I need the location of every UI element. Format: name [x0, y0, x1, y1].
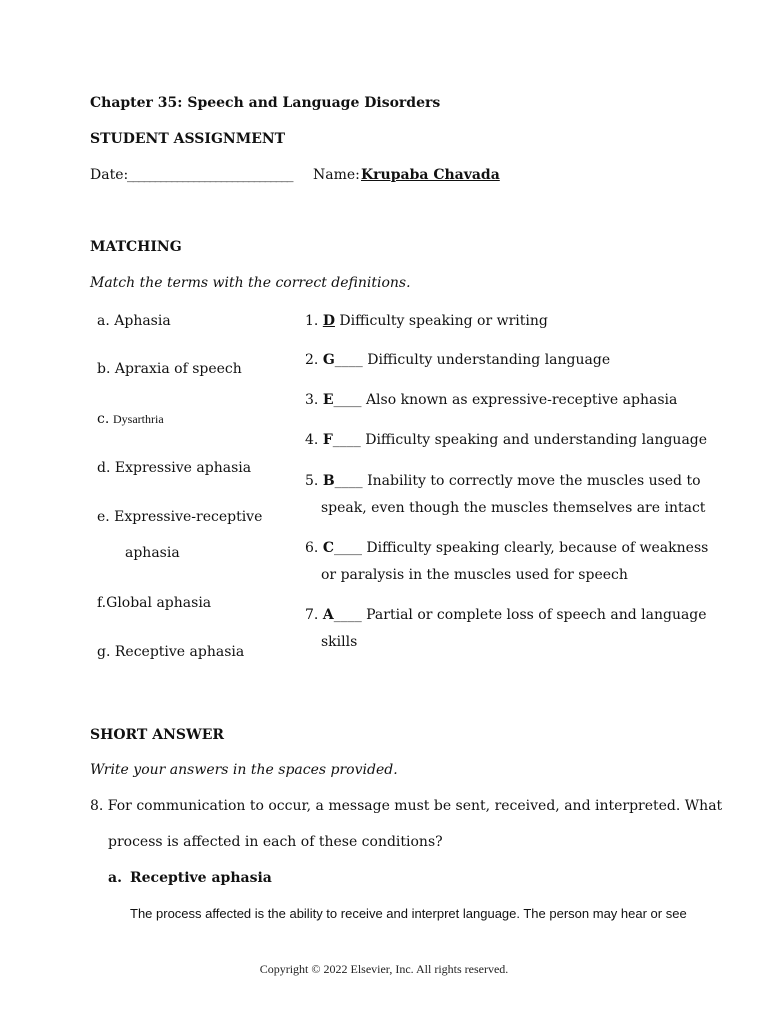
definition-6-cont: or paralysis in the muscles used for speech — [321, 567, 628, 583]
date-label: Date: — [90, 167, 129, 183]
chapter-title: Chapter 35: Speech and Language Disorders — [90, 95, 441, 111]
answer-1[interactable]: D — [322, 313, 335, 329]
definition-number: 2. — [305, 352, 319, 368]
definition-7 — [305, 606, 707, 624]
definition-text: Partial or complete loss of speech and language — [366, 607, 707, 623]
definition-text: Difficulty speaking or writing — [339, 313, 548, 329]
definition-number: 4. — [305, 432, 319, 448]
definition-6 — [305, 539, 708, 557]
definition-5-cont: speak, even though the muscles themselves are intact — [321, 500, 706, 516]
definition-7-cont: skills — [321, 634, 358, 650]
term-g: g. Receptive aphasia — [97, 644, 245, 660]
definition-1 — [305, 312, 548, 330]
short-answer-heading: SHORT ANSWER — [90, 727, 225, 743]
matching-heading: MATCHING — [90, 239, 182, 255]
definition-number: 1. — [305, 313, 319, 329]
term-f: f.Global aphasia — [97, 595, 212, 611]
answer-blank: ____ — [333, 392, 362, 408]
student-name[interactable]: Krupaba Chavada — [361, 167, 500, 183]
answer-3[interactable]: E — [322, 392, 334, 408]
answer-blank: ____ — [333, 540, 362, 556]
sub-question-a-title: Receptive aphasia — [130, 870, 272, 886]
definition-text: Difficulty understanding language — [367, 352, 611, 368]
definition-2 — [305, 351, 610, 369]
question-8-cont: process is affected in each of these conditions? — [108, 834, 443, 850]
answer-4[interactable]: F — [322, 432, 333, 448]
definition-text: Difficulty speaking clearly, because of weakness — [366, 540, 709, 556]
term-a: a. Aphasia — [97, 313, 171, 329]
answer-blank: ____ — [334, 473, 363, 489]
definition-number: 3. — [305, 392, 319, 408]
definition-text: Inability to correctly move the muscles used to — [367, 473, 701, 489]
answer-blank: ____ — [333, 607, 362, 623]
definition-number: 6. — [305, 540, 319, 556]
copyright-footer: Copyright © 2022 Elsevier, Inc. All rights reserved. — [259, 962, 509, 976]
definition-3 — [305, 391, 677, 409]
sub-question-a-label: a. — [108, 870, 122, 886]
matching-instructions: Match the terms with the correct definitions. — [90, 275, 411, 291]
term-e: e. Expressive-receptive — [97, 509, 263, 525]
definition-number: 7. — [305, 607, 319, 623]
definition-5 — [305, 472, 701, 490]
answer-blank: ____ — [334, 352, 363, 368]
term-c-letter: c. — [97, 411, 110, 427]
answer-7[interactable]: A — [322, 607, 334, 623]
short-answer-instructions: Write your answers in the spaces provided. — [90, 762, 398, 778]
date-line[interactable]: ______________________________ — [127, 167, 292, 183]
name-label: Name: — [313, 167, 360, 183]
assignment-label: STUDENT ASSIGNMENT — [90, 131, 286, 147]
answer-2[interactable]: G — [322, 352, 335, 368]
definition-number: 5. — [305, 473, 319, 489]
definition-4 — [305, 431, 707, 449]
term-c: Dysarthria — [113, 412, 164, 426]
term-e-cont: aphasia — [125, 545, 180, 561]
answer-a-text[interactable]: The process affected is the ability to receive and interpret language. The person may hear or see — [130, 906, 687, 921]
question-8: 8. For communication to occur, a message must be sent, received, and interpreted. What — [90, 798, 723, 814]
definition-text: Difficulty speaking and understanding language — [365, 432, 708, 448]
answer-5[interactable]: B — [322, 473, 335, 489]
term-b: b. Apraxia of speech — [97, 361, 242, 377]
definition-text: Also known as expressive-receptive aphasia — [365, 392, 678, 408]
term-d: d. Expressive aphasia — [97, 460, 252, 476]
answer-6[interactable]: C — [322, 540, 334, 556]
answer-blank: ____ — [332, 432, 361, 448]
